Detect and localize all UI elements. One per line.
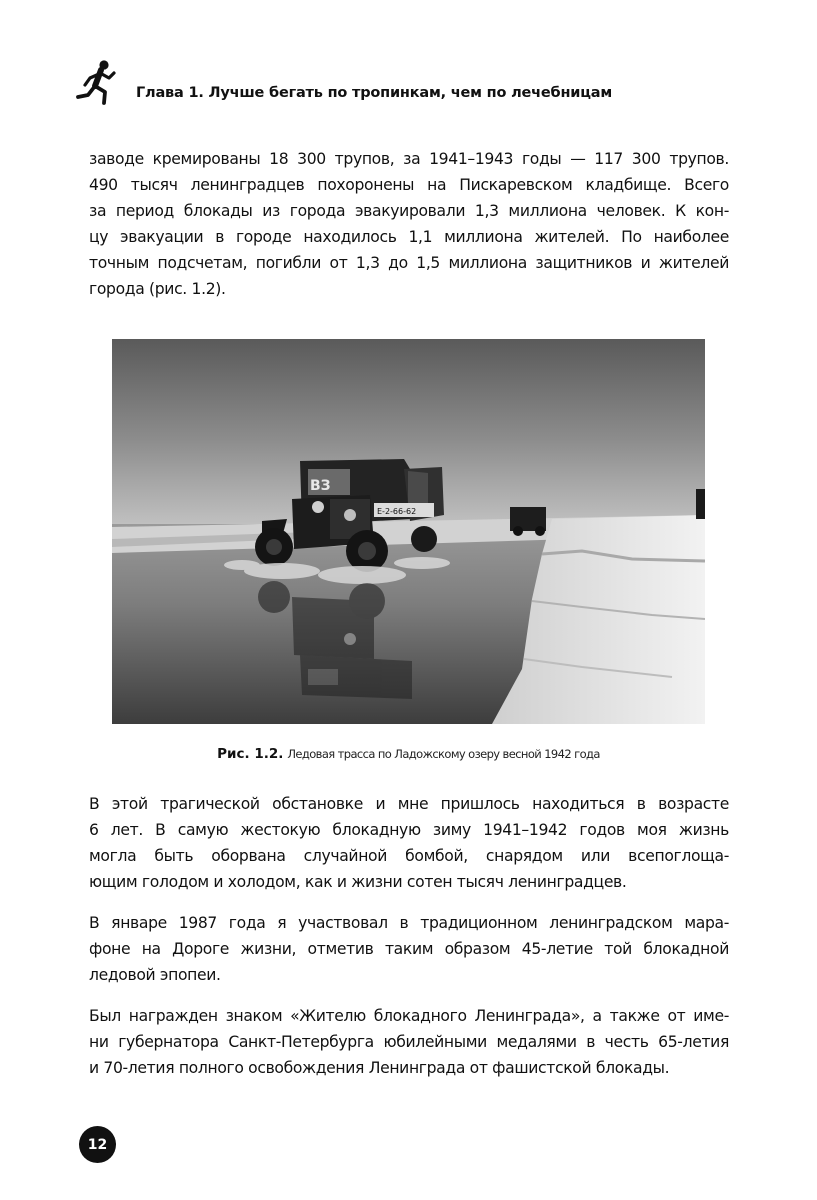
ladoga-ice-road-photo bbox=[112, 339, 705, 724]
truck-plate: Е-2-66-62 bbox=[377, 507, 417, 516]
intro-paragraph bbox=[89, 146, 729, 302]
page-number: 12 bbox=[79, 1126, 116, 1163]
paragraph-awards bbox=[89, 1003, 729, 1081]
text-line: за период блокады из города эвакуировали 1,3 миллиона человек. К кон- bbox=[89, 202, 729, 220]
truck-mark: ВЗ bbox=[310, 478, 331, 494]
caption-label: Рис. 1.2. bbox=[217, 746, 284, 762]
paragraph-childhood bbox=[89, 791, 729, 895]
text-line: заводе кремированы 18 300 трупов, за 1941–1943 годы — 117 300 трупов. bbox=[89, 150, 729, 168]
text-line: и 70-летия полного освобождения Ленинграда от фашистской блокады. bbox=[89, 1059, 670, 1077]
text-line: города (рис. 1.2). bbox=[89, 280, 226, 298]
caption-text: Ледовая трасса по Ладожскому озеру весной 1942 года bbox=[287, 747, 600, 761]
text-line: точным подсчетам, погибли от 1,3 до 1,5 миллиона защитников и жителей bbox=[89, 254, 729, 272]
text-line: фоне на Дороге жизни, отметив таким образом 45-летие той блокадной bbox=[89, 940, 729, 958]
chapter-title: Глава 1. Лучше бегать по тропинкам, чем по лечебницам bbox=[136, 85, 613, 101]
text-line: 490 тысяч ленинградцев похоронены на Пискаревском кладбище. Всего bbox=[89, 176, 729, 194]
text-line: ледовой эпопеи. bbox=[89, 966, 221, 984]
text-line: В январе 1987 года я участвовал в традиционном ленинградском мара- bbox=[89, 914, 729, 932]
text-line: 6 лет. В самую жестокую блокадную зиму 1941–1942 годов моя жизнь bbox=[89, 821, 729, 839]
text-line: ющим голодом и холодом, как и жизни сотен тысяч ленинградцев. bbox=[89, 873, 627, 891]
figure-caption bbox=[0, 746, 817, 762]
text-line: Был награжден знаком «Жителю блокадного Ленинграда», а также от име- bbox=[89, 1007, 729, 1025]
text-line: ни губернатора Санкт-Петербурга юбилейными медалями в честь 65-летия bbox=[89, 1033, 729, 1051]
runner-icon bbox=[74, 58, 120, 110]
text-line: цу эвакуации в городе находилось 1,1 миллиона жителей. По наиболее bbox=[89, 228, 729, 246]
text-line: В этой трагической обстановке и мне пришлось находиться в возрасте bbox=[89, 795, 729, 813]
running-header bbox=[74, 58, 754, 112]
text-line: могла быть оборвана случайной бомбой, снарядом или всепоглоща- bbox=[89, 847, 729, 865]
photo-illustration bbox=[112, 339, 705, 724]
paragraph-marathon bbox=[89, 910, 729, 988]
